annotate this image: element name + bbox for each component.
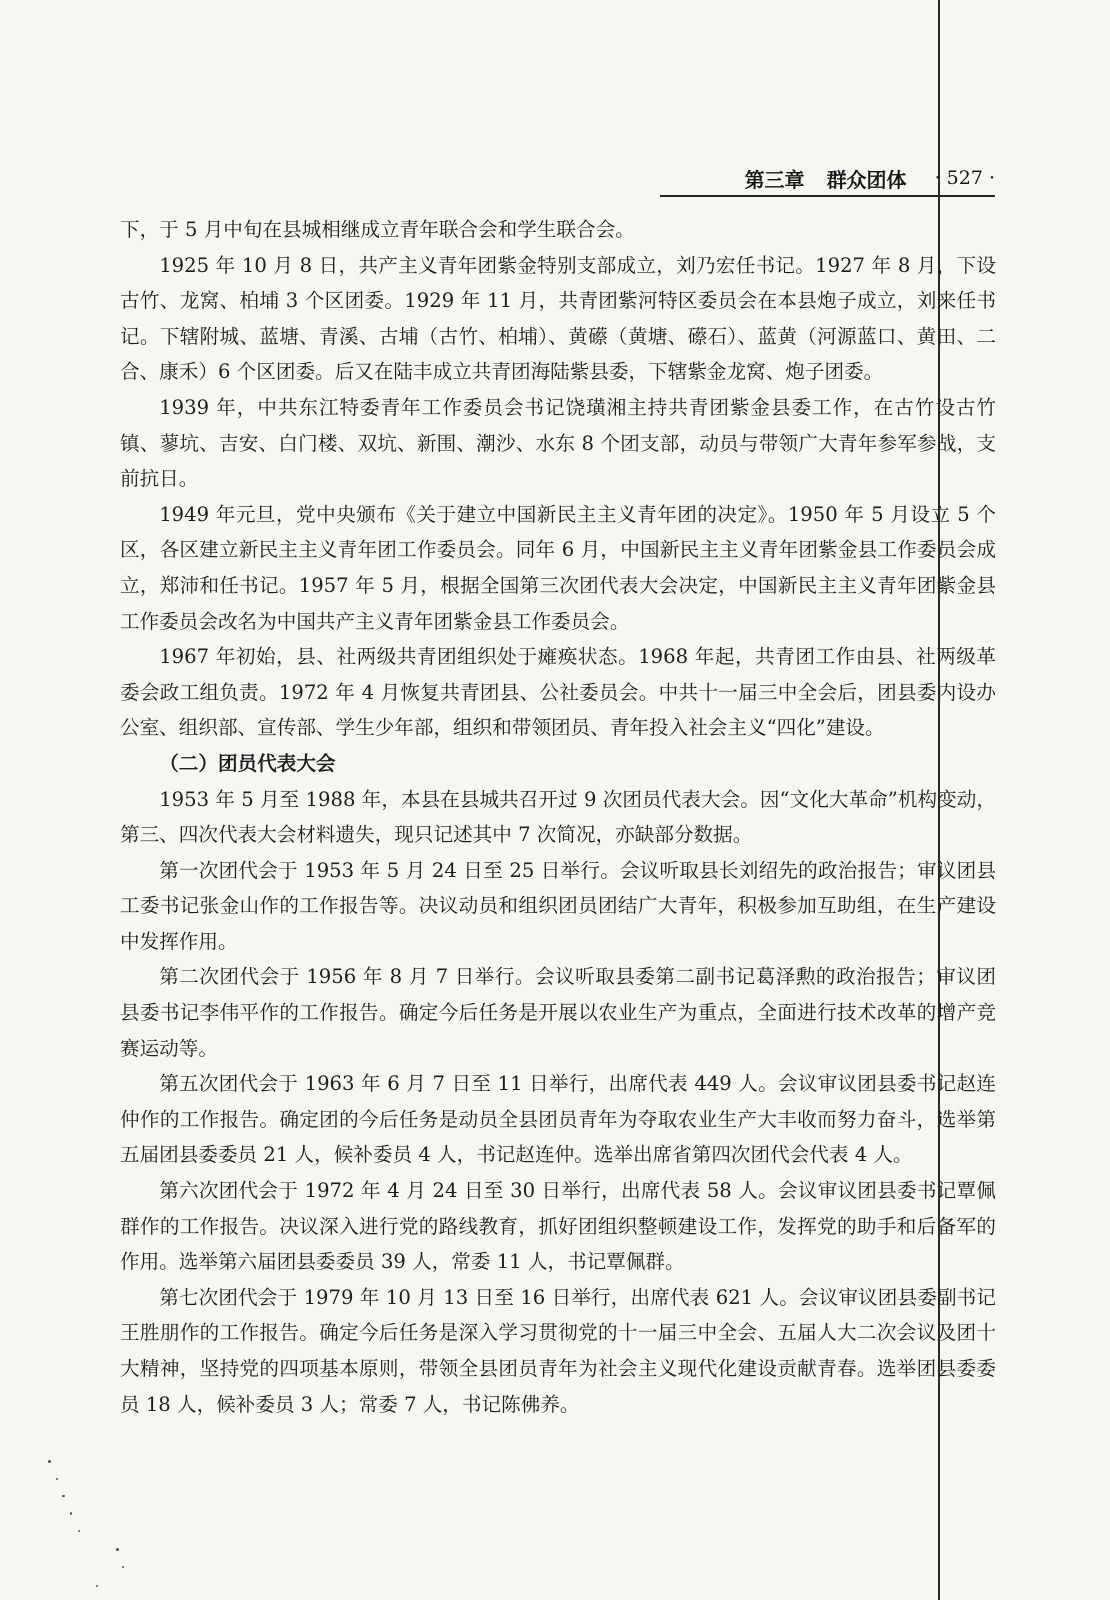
header-rule [660, 195, 995, 197]
paragraph: 1967 年初始，县、社两级共青团组织处于瘫痪状态。1968 年起，共青团工作由县、社两级革委会政工组负责。1972 年 4 月恢复共青团县、公社委员会。中共十一届三中全会后，团县委内设办公室、组织部、宣传部、学生少年部，组织和带领团员、青年投入社会主义“四化”建设。 [120, 645, 996, 740]
paragraph: 下，于 5 月中旬在县城相继成立青年联合会和学生联合会。 [120, 218, 635, 241]
paragraph: 第六次团代会于 1972 年 4 月 24 日至 30 日举行，出席代表 58 人。会议审议团县委书记覃佩群作的工作报告。决议深入进行党的路线教育，抓好团组织整顿建设工作，发挥党的助手和后备军的作用。选举第六届团县委委员 39 人，常委 11 人，书记覃佩群。 [120, 1179, 996, 1274]
running-header [640, 160, 995, 196]
paragraph: 第七次团代会于 1979 年 10 月 13 日至 16 日举行，出席代表 621 人。会议审议团县委副书记王胜朋作的工作报告。确定今后任务是深入学习贯彻党的十一届三中全会、五届人大二次会议及团十大精神，坚持党的四项基本原则，带领全县团员青年为社会主义现代化建设贡献青春。选举团县委委员 18 人，候补委员 3 人；常委 7 人，书记陈佛养。 [120, 1285, 996, 1416]
section-title: 群众团体 [826, 167, 907, 192]
section-subheading: （二）团员代表大会 [159, 751, 336, 775]
paragraph: 1953 年 5 月至 1988 年，本县在县城共召开过 9 次团员代表大会。因“文化大革命”机构变动，第三、四次代表大会材料遗失，现只记述其中 7 次简况，亦缺部分数据。 [120, 787, 996, 847]
paragraph: 1939 年，中共东江特委青年工作委员会书记饶璜湘主持共青团紫金县委工作，在古竹设古竹镇、蓼坑、吉安、白门楼、双坑、新围、潮沙、水东 8 个团支部，动员与带领广大青年参军参战，支前抗日。 [120, 395, 996, 491]
page-body [120, 212, 996, 1422]
paragraph: 1949 年元旦，党中央颁布《关于建立中国新民主主义青年团的决定》。1950 年 5 月设立 5 个区，各区建立新民主主义青年团工作委员会。同年 6 月，中国新民主主义青年团紫金县工作委员会成立，郑沛和任书记。1957 年 5 月，根据全国第三次团代表大会决定，中国新民主主义青年团紫金县工作委员会改名为中国共产主义青年团紫金县工作委员会。 [120, 502, 996, 633]
paragraph: 第二次团代会于 1956 年 8 月 7 日举行。会议听取县委第二副书记葛泽勲的政治报告；审议团县委书记李伟平作的工作报告。确定今后任务是开展以农业生产为重点，全面进行技术改革的增产竞赛运动等。 [120, 965, 996, 1060]
page-number: · 527 · [934, 167, 995, 189]
paragraph: 1925 年 10 月 8 日，共产主义青年团紫金特别支部成立，刘乃宏任书记。1927 年 8 月，下设古竹、龙窝、柏埔 3 个区团委。1929 年 11 月，共青团紫河特区委员会在本县炮子成立，刘来任书记。下辖附城、蓝塘、青溪、古埔（古竹、柏埔）、黄礤（黄塘、礤石）、蓝黄（河源蓝口、黄田、二合、康禾）6 个区团委。后又在陆丰成立共青团海陆紫县委，下辖紫金龙窝、炮子团委。 [120, 253, 996, 384]
chapter-title: 第三章 [744, 167, 805, 192]
paragraph: 第一次团代会于 1953 年 5 月 24 日至 25 日举行。会议听取县长刘绍先的政治报告；审议团县工委书记张金山作的工作报告等。决议动员和组织团员团结广大青年，积极参加互助组，在生产建设中发挥作用。 [120, 858, 996, 953]
paragraph: 第五次团代会于 1963 年 6 月 7 日至 11 日举行，出席代表 449 人。会议审议团县委书记赵连仲作的工作报告。确定团的今后任务是动员全县团员青年为夺取农业生产大丰收而努力奋斗，选举第五届团县委委员 21 人，候补委员 4 人，书记赵连仲。选举出席省第四次团代会代表 4 人。 [120, 1072, 996, 1167]
